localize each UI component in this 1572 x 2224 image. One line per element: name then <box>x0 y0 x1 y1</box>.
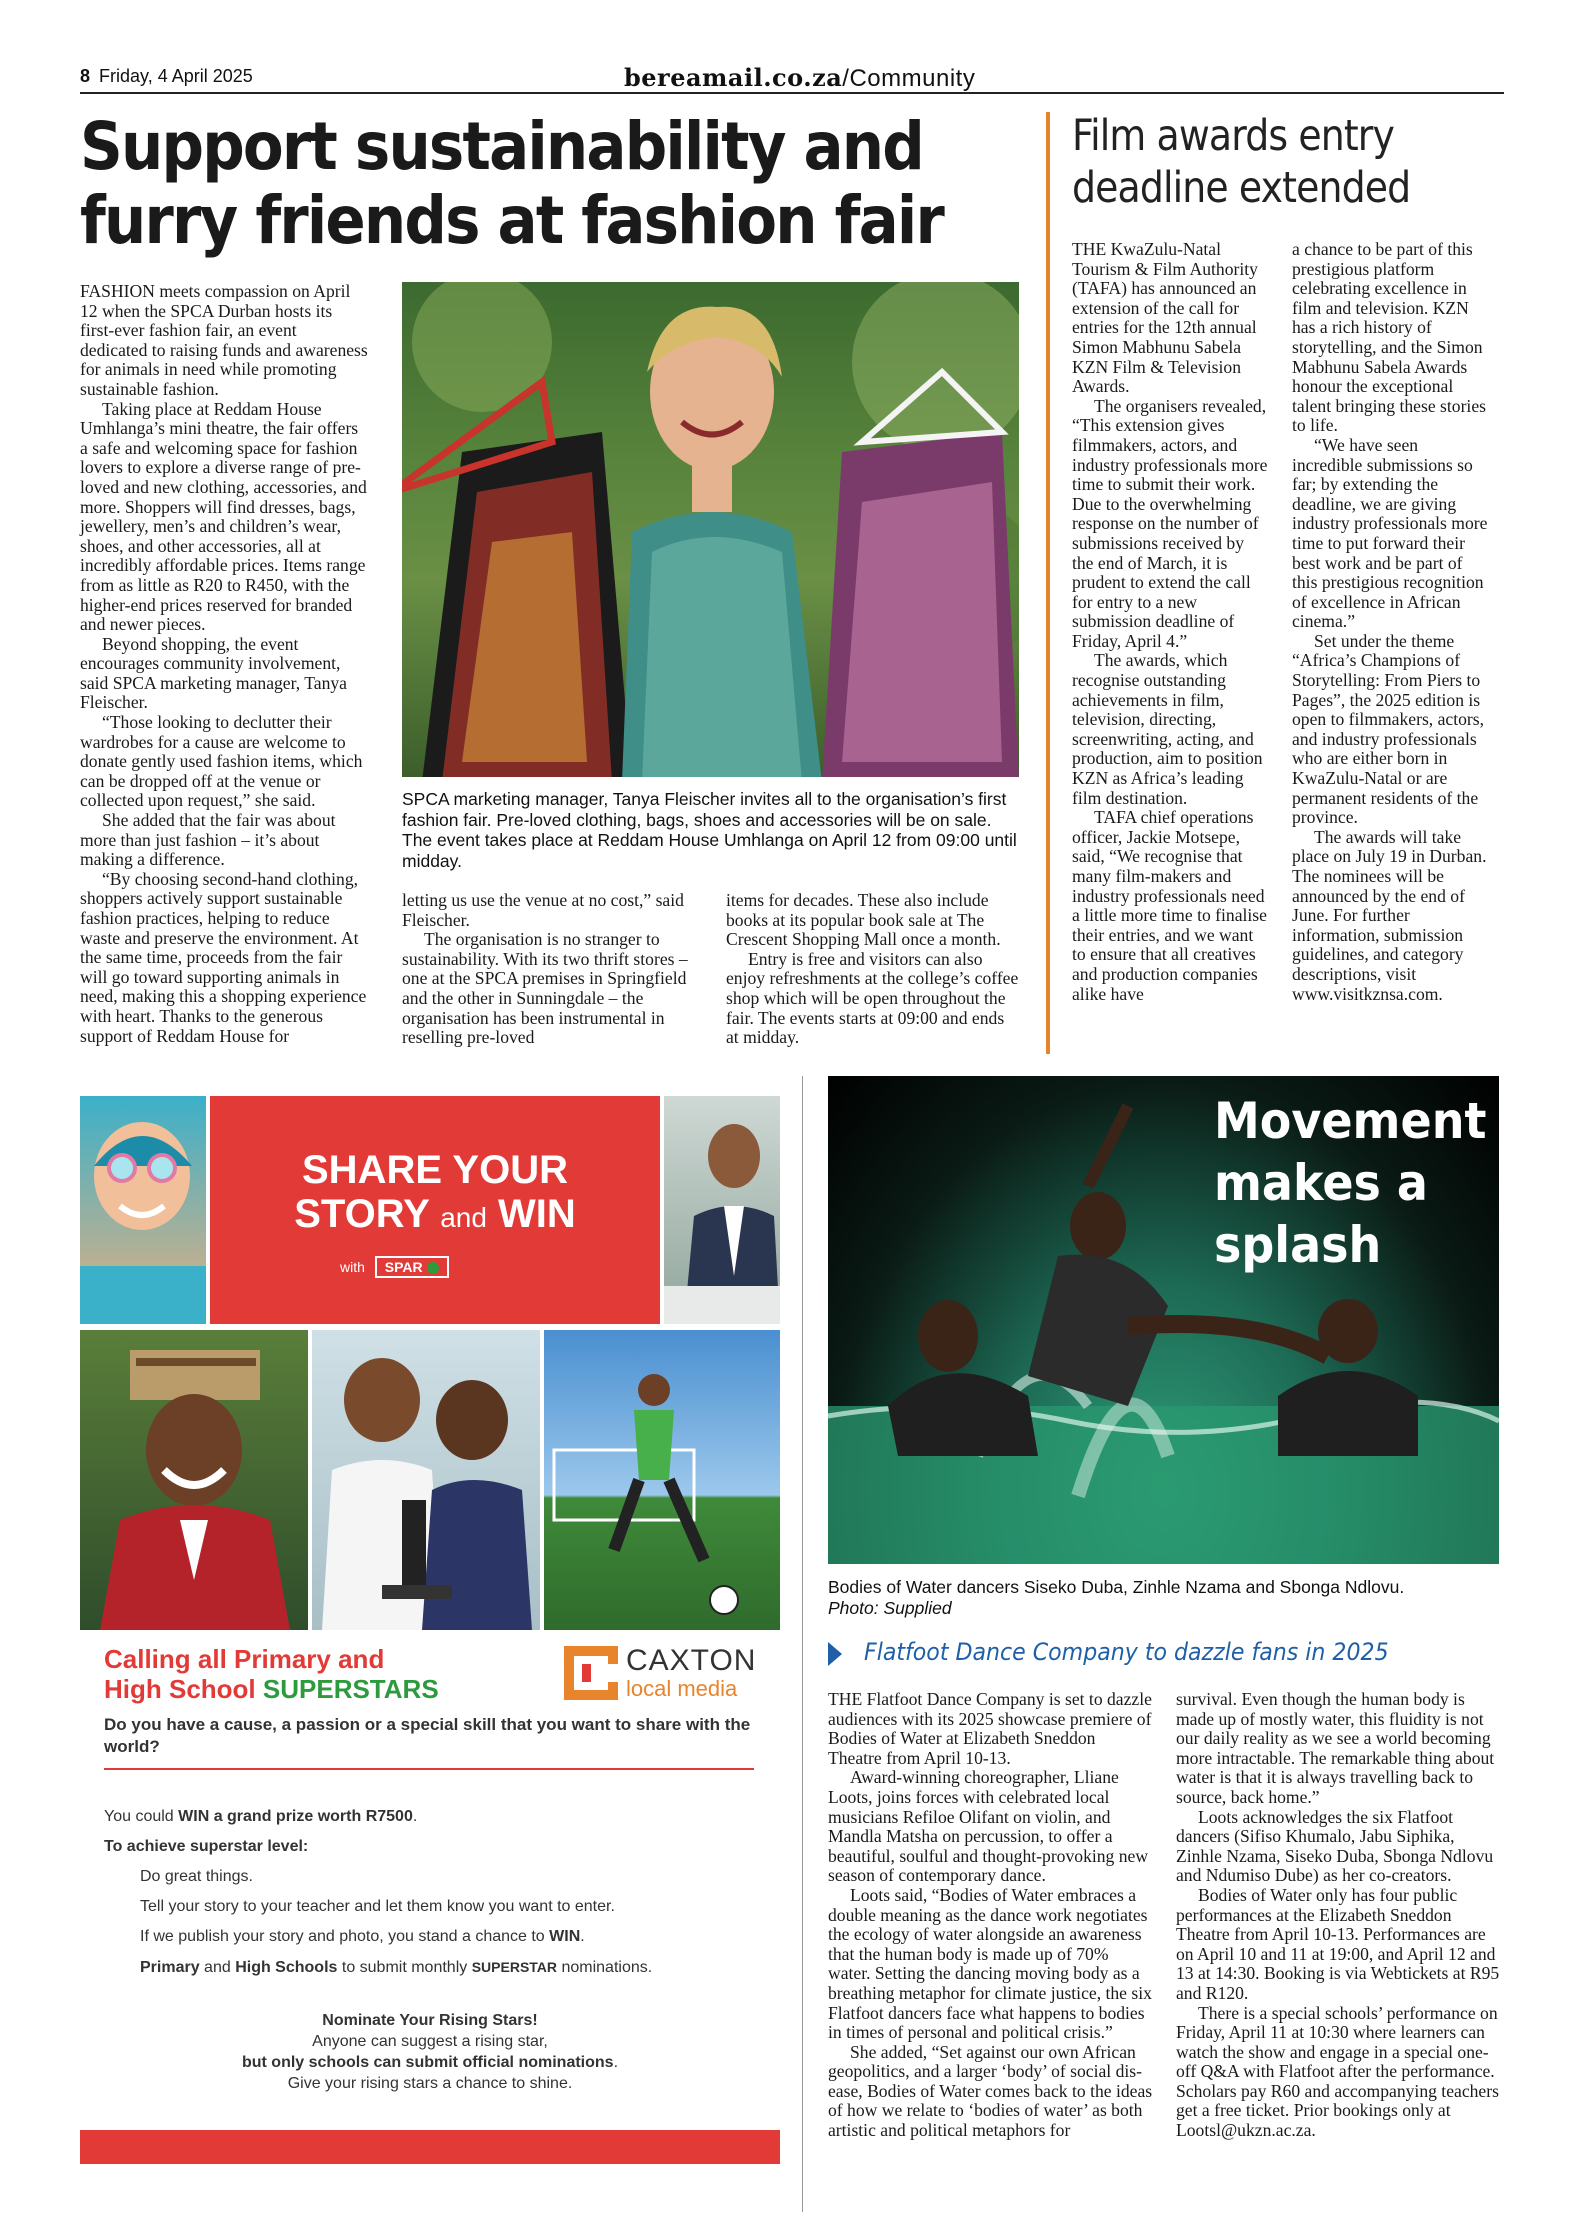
paragraph: The organisers revealed, “This extension gives filmmakers, actors, and industry professionals more time to submit their work. Due to the overwhelming response on the number of submissions received by the end of March, it is prudent to extend the call for entry to a new submission deadline of Friday, April 4.” <box>1072 395 1268 651</box>
main-headline <box>80 110 943 258</box>
photo-title-line-2: makes a <box>1214 1154 1428 1212</box>
achieve-line: To achieve superstar level: <box>104 1838 309 1855</box>
share-story-word: STORY <box>294 1192 430 1236</box>
paragraph: There is a special schools’ performance on Friday, April 11 at 10:30 where learners can watch the show and engage in a special one-off Q&A with Flatfoot after the performance. Scholars pay R60 and accompanying teachers get a free ticket. Prior bookings only at Lootsl@ukzn.ac.za. <box>1176 2002 1499 2141</box>
flatfoot-headline: Flatfoot Dance Company to dazzle fans in 2025 <box>864 1638 1389 1666</box>
paragraph: Loots said, “Bodies of Water embraces a double meaning as the dance work negotiates the ecology of water alongside an awareness that the human body is made up of 70% water. Setting the dancing moving body as a breathing metaphor for climate justice, the six Flatfoot dancers face what happens to bodies in times of personal and political crisis.” <box>828 1884 1152 2043</box>
step-4-text-d: to submit monthly <box>337 1959 472 1976</box>
microscope-photo <box>312 1330 540 1630</box>
headline-line-1: Support sustainability and <box>80 108 923 185</box>
paragraph: THE KwaZulu-Natal Tourism & Film Authority (TAFA) has announced an extension of the call for entries for the 12th annual Simon Mabhunu Sabela KZN Film & Television Awards. <box>1072 239 1258 397</box>
caxton-tagline: local media <box>626 1676 738 1701</box>
win-text-c: . <box>412 1808 418 1825</box>
calling-all-heading <box>104 1644 439 1704</box>
sidebar-accent-bar <box>1046 112 1050 1054</box>
dance-caption-text: Bodies of Water dancers Siseko Duba, Zinhle Nzama and Sbonga Ndlovu. <box>828 1577 1405 1597</box>
step-4-superstar: SUPERSTAR <box>471 1959 558 1975</box>
paragraph: THE Flatfoot Dance Company is set to dazzle audiences with its 2025 showcase premiere of Bodies of Water at Elizabeth Sneddon Theatre from April 10-13. <box>828 1689 1152 1768</box>
paragraph: survival. Even though the human body is made up of mostly water, this fluidity is not our daily reality as we see a world becoming more intractable. The remarkable thing about water is that it is always travelling back to source, back home.” <box>1176 1689 1495 1807</box>
photo-credit: Photo: Supplied <box>828 1597 952 1618</box>
step-4-high-schools: High Schools <box>235 1959 338 1976</box>
with-spar <box>340 1256 449 1278</box>
share-and-word: and <box>440 1202 487 1233</box>
paragraph: Loots acknowledges the six Flatfoot dancers (Sifiso Khumalo, Jabu Siphika, Zinhle Nzama, Siseko Duba, Sbonga Ndlovu and Ndumiso Dube) as her co-creators. <box>1176 1806 1494 1886</box>
page-number: 8 <box>80 66 91 86</box>
share-story-panel <box>210 1096 660 1324</box>
swimmer-photo-art <box>80 1096 206 1324</box>
ad-instructions <box>104 1802 764 1983</box>
arrow-icon <box>828 1642 842 1666</box>
paragraph: items for decades. These also include books at its popular book sale at The Crescent Shopping Mall once a month. <box>726 890 1001 950</box>
step-3-text-c: . <box>580 1928 585 1945</box>
only-schools-text: but only schools can submit official nominations <box>241 2054 614 2071</box>
step-4-primary: Primary <box>140 1959 200 1976</box>
paragraph: Set under the theme “Africa’s Champions of Storytelling: From Piers to Pages”, the 2025 edition is open to filmmakers, actors, and industry professionals who are either born in KwaZulu-Natal or are permanent residents of the province. <box>1292 630 1485 828</box>
boy-books-photo <box>80 1330 308 1630</box>
film-col-2 <box>1292 240 1492 1004</box>
swimmer-photo <box>80 1096 206 1324</box>
spca-photo-art <box>402 282 1019 777</box>
microscope-art <box>312 1330 540 1630</box>
student-writing-photo <box>664 1096 780 1324</box>
dance-caption <box>828 1577 1499 1618</box>
paragraph: She added, “Set against our own African geopolitics, and a larger ‘body’ of social dis-ease, Bodies of Water comes back to the ideas of how we relate to ‘bodies of water’ as both artistic and political metaphors for <box>828 2041 1153 2141</box>
paragraph: letting us use the venue at no cost,” said Fleischer. <box>402 890 684 930</box>
paragraph: a chance to be part of this prestigious platform celebrating excellence in film and television. KZN has a rich history of storytelling, and the Simon Mabhunu Sabela Awards honour the exceptional talent bringing these stories to life. <box>1292 239 1486 436</box>
site-name <box>624 63 975 93</box>
paragraph: Bodies of Water only has four public performances at the Elizabeth Sneddon Theatre from April 10-13. Performances are on April 10 and 11 at 19:00, and April 12 and 13 at 14:30. Booking is via Webtickets at R95 and R120. <box>1176 1884 1500 2003</box>
step-2: Tell your story to your teacher and let them know you want to enter. <box>140 1898 615 1915</box>
give-line: Give your rising stars a chance to shine. <box>287 2075 573 2092</box>
calling-high-school: High School <box>104 1674 263 1704</box>
ad-question: Do you have a cause, a passion or a special skill that you want to share with the world? <box>104 1715 751 1756</box>
win-text-b: WIN a grand prize worth R7500 <box>178 1808 413 1825</box>
dance-col-2 <box>1176 1690 1500 2141</box>
paragraph: Beyond shopping, the event encourages community involvement, said SPCA marketing manager, Tanya Fleischer. <box>80 633 347 713</box>
film-headline-line-2: deadline extended <box>1072 163 1411 213</box>
paragraph: “Those looking to declutter their wardrobes for a cause are welcome to donate gently used fashion items, which can be dropped off at the venue or collected upon request,” she said. <box>80 712 363 811</box>
step-1: Do great things. <box>140 1868 253 1885</box>
caxton-logo-icon <box>564 1646 618 1700</box>
only-schools-line <box>80 2052 780 2073</box>
issue-date: Friday, 4 April 2025 <box>99 66 253 86</box>
anyone-line: Anyone can suggest a rising star, <box>312 2033 548 2050</box>
film-headline <box>1072 110 1410 214</box>
share-headline <box>210 1148 660 1240</box>
page-header-left <box>80 66 253 87</box>
calling-superstars: SUPERSTARS <box>262 1674 439 1704</box>
superstar-advert <box>80 1088 780 2168</box>
headline-line-2: furry friends at fashion fair <box>80 182 944 259</box>
paragraph: The organisation is no stranger to sustainability. With its two thrift stores – one at the SPCA premises in Springfield and the other in Sunningdale – the organisation has been instrumental in reselling pre-loved <box>402 929 688 1048</box>
share-line-1: SHARE YOUR <box>302 1148 568 1192</box>
ad-footer-bar <box>80 2130 780 2164</box>
step-4-text-f: nominations. <box>557 1959 653 1976</box>
calling-and: and <box>330 1644 385 1674</box>
soccer-photo <box>544 1330 780 1630</box>
win-line <box>104 1802 764 1832</box>
spca-photo <box>402 282 1019 777</box>
step-4-and: and <box>199 1959 236 1976</box>
paragraph: “We have seen incredible submissions so far; by extending the deadline, we are giving industry professionals more time to put forward their best work and be part of this prestigious recognition of excellence in African cinema.” <box>1292 434 1488 632</box>
calling-line-1 <box>104 1644 439 1674</box>
paragraph: Taking place at Reddam House Umhlanga’s mini theatre, the fair offers a safe and welcoming space for fashion lovers to explore a diverse range of pre-loved and new clothing, accessories, and more. Shoppers will find dresses, bags, jewellery, men’s and children’s wear, shoes, and other accessories, all at incredibly affordable prices. Items range from as little as R20 to R450, with the higher-end prices reserved for branded and newer pieces. <box>80 398 367 635</box>
nominate-block <box>80 2010 780 2094</box>
share-win-word: WIN <box>498 1192 576 1236</box>
paragraph: Award-winning choreographer, Lliane Loots, joins forces with celebrated local musicians Refiloe Olifant on violin, and Mandla Matsha on percussion, to offer a beautiful, soulful and thought-provoking new season of contemporary dance. <box>828 1767 1149 1886</box>
ad-red-rule <box>104 1768 754 1770</box>
share-line-2 <box>210 1192 660 1240</box>
header-rule <box>80 92 1504 94</box>
photo-title-line-3: splash <box>1214 1216 1382 1274</box>
step-3-text-a: If we publish your story and photo, you stand a chance to <box>140 1928 550 1945</box>
spar-logo-text: SPAR <box>384 1259 423 1275</box>
caxton-logo <box>564 1644 774 1704</box>
site-domain: bereamail.co.za <box>624 63 843 92</box>
student-writing-art <box>664 1096 780 1324</box>
dance-col-1 <box>828 1690 1153 2141</box>
photo-title-line-1: Movement <box>1214 1092 1487 1150</box>
paragraph: TAFA chief operations officer, Jackie Motsepe, said, “We recognise that many film-makers and industry professionals need a little more time to finalise their entries, and we want to ensure that all creatives and production companies alike have <box>1072 807 1267 1004</box>
spar-tree-icon <box>427 1262 439 1274</box>
calling-line-2 <box>104 1674 439 1704</box>
paragraph: “By choosing second-hand clothing, shoppers actively support sustainable fashion practices, helping to reduce waste and preserve the environment. At the same time, proceeds from the fair will go toward supporting animals in need, making this a shopping experience with heart. Thanks to the generous support of Reddam House for <box>80 868 367 1046</box>
flatfoot-arrow-icon <box>828 1642 842 1666</box>
paragraph: Entry is free and visitors can also enjoy refreshments at the college’s coffee shop which will be open throughout the fair. The events starts at 09:00 and ends at midday. <box>726 948 1019 1048</box>
main-col-2 <box>402 891 702 1048</box>
film-headline-line-1: Film awards entry <box>1072 111 1394 161</box>
film-col-1 <box>1072 240 1268 1004</box>
main-col-3 <box>726 891 1019 1048</box>
dance-photo-title <box>1214 1090 1486 1276</box>
caxton-wordmark: CAXTON <box>626 1644 757 1677</box>
only-schools-stop: . <box>613 2054 619 2071</box>
with-label: with <box>340 1259 365 1275</box>
paragraph: She added that the fair was about more than just fashion – it’s about making a difference. <box>80 810 336 870</box>
paragraph: The awards will take place on July 19 in Durban. The nominees will be announced by the end of June. For further information, submission guidelines, and category descriptions, visit www.visitkznsa.com. <box>1292 826 1487 1004</box>
step-3-win: WIN <box>549 1928 581 1945</box>
main-col-1 <box>80 282 368 1046</box>
spca-caption: SPCA marketing manager, Tanya Fleischer invites all to the organisation’s first fashion fair. Pre-loved clothing, bags, shoes and accessories will be on sale. The event takes place at Reddam House Umhlanga on April 12 from 09:00 until midday. <box>402 789 1017 871</box>
dance-photo <box>828 1076 1499 1564</box>
calling-primary: Primary <box>234 1644 331 1674</box>
ad-divider <box>802 1076 803 2212</box>
soccer-art <box>544 1330 780 1630</box>
step-4 <box>104 1952 764 1983</box>
paragraph: FASHION meets compassion on April 12 when the SPCA Durban hosts its first-ever fashion fair, an event dedicated to raising funds and awareness for animals in need while promoting sustainable fashion. <box>80 281 368 399</box>
paragraph: The awards, which recognise outstanding achievements in film, television, directing, screenwriting, acting, and production, aim to position KZN as Africa’s leading film destination. <box>1072 650 1263 808</box>
calling-text: Calling all <box>104 1644 235 1674</box>
nominate-heading: Nominate Your Rising Stars! <box>322 2012 538 2029</box>
section-name: /Community <box>842 65 976 92</box>
win-text-a: You could <box>104 1808 179 1825</box>
step-3 <box>104 1922 764 1952</box>
boy-books-art <box>80 1330 308 1630</box>
spar-logo <box>375 1256 449 1278</box>
